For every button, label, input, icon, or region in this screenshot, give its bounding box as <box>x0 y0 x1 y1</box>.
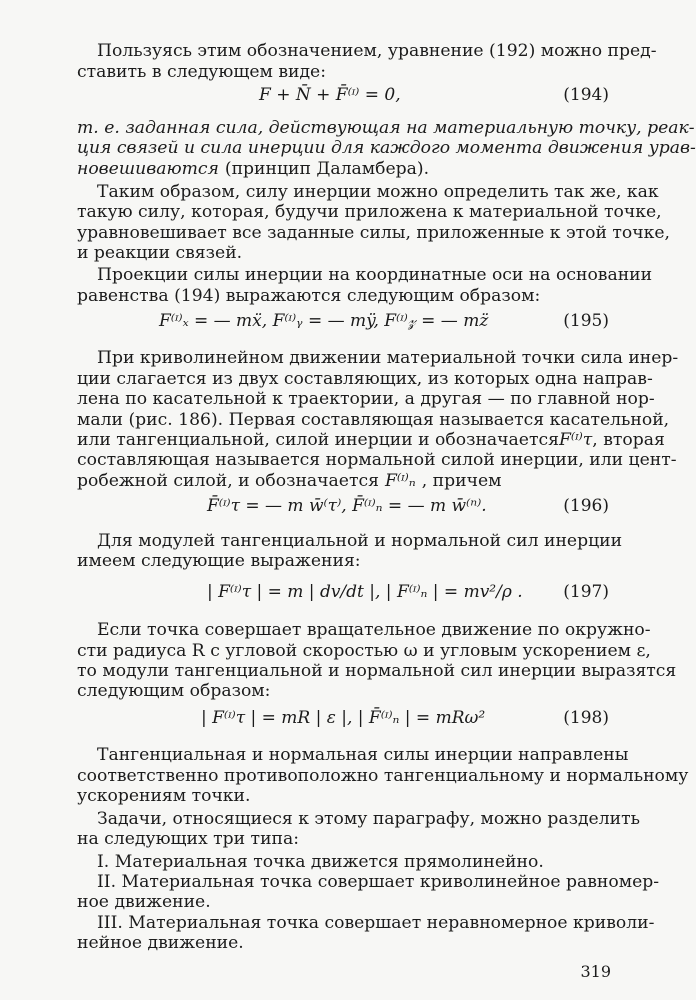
text-line <box>97 912 655 934</box>
text: или тангенциальной, силой инерции и обозначается <box>77 429 559 450</box>
formula: | F⁽ᶦ⁾τ | = mR | ε |, | F̄⁽ᶦ⁾ₙ | = mRω² <box>201 708 486 729</box>
text: сти радиуса R с угловой скоростью ω и угловым ускорением ε, <box>77 640 651 661</box>
text: нейное движение. <box>77 933 244 954</box>
text-line <box>77 785 609 807</box>
text: ставить в следующем виде: <box>77 61 327 82</box>
text-line <box>77 660 677 682</box>
inline-formula: F⁽ᶦ⁾ₙ <box>384 470 416 491</box>
text: соответственно противоположно тангенциальному и нормальному <box>77 765 689 786</box>
text: Для модулей тангенциальной и нормальной сил инерции <box>97 530 623 551</box>
text: имеем следующие выражения: <box>77 551 361 572</box>
text: такую силу, которая, будучи приложена к материальной точке, <box>77 202 662 223</box>
text: II. Материальная точка совершает криволинейное равномер- <box>97 872 660 892</box>
text-line <box>77 765 689 787</box>
text-line <box>77 388 655 410</box>
text-line <box>97 619 651 641</box>
text-line <box>77 932 609 954</box>
text-line <box>77 828 609 850</box>
text-line <box>77 137 696 159</box>
text: Проекции силы инерции на координатные оси на основании <box>97 265 653 286</box>
text-line <box>77 449 677 471</box>
text: При криволинейном движении материальной точки сила инер- <box>97 348 679 369</box>
inline-formula: F⁽ᶦ⁾τ <box>558 429 593 450</box>
equation-number: (195) <box>563 310 609 331</box>
text-line <box>97 871 660 893</box>
text-line <box>97 530 623 552</box>
formula: | F⁽ᶦ⁾τ | = m | dv/dt |, | F⁽ᶦ⁾ₙ | = mv²/ρ . <box>207 581 523 602</box>
equation-number: (196) <box>563 495 609 516</box>
text: новешиваются <box>77 158 219 179</box>
equation-number: (198) <box>563 708 609 729</box>
text-line <box>97 808 640 830</box>
text: ное движение. <box>77 892 211 913</box>
formula: F⁽ᶦ⁾ₓ = — mẍ, F⁽ᶦ⁾ᵧ = — mÿ, F⁽ᶦ⁾𝓏 = — mz̈ <box>159 310 489 331</box>
text-line <box>97 347 679 369</box>
page-number: 319 <box>580 962 611 981</box>
text: Таким образом, силу инерции можно определить так же, как <box>97 181 659 202</box>
text: Если точка совершает вращательное движение по окружно- <box>97 620 651 641</box>
text: мали (рис. 186). Первая составляющая называется касательной, <box>77 409 670 430</box>
equation-number: (194) <box>563 84 609 105</box>
text: Пользуясь этим обозначением, уравнение (192) можно пред- <box>97 41 657 62</box>
text-line <box>77 117 695 139</box>
text: уравновешивает все заданные силы, приложенные к этой точке, <box>77 222 671 243</box>
text: следующим образом: <box>77 681 271 702</box>
text: III. Материальная точка совершает неравномерное криволи- <box>97 912 655 933</box>
text: то модули тангенциальной и нормальной сил инерции выразятся <box>77 661 677 682</box>
text-line <box>77 222 671 244</box>
text-line <box>77 550 609 572</box>
text: , причем <box>421 470 502 491</box>
text: робежной силой, и обозначается <box>77 470 379 491</box>
text: ции слагается из двух составляющих, из которых одна направ- <box>77 368 653 389</box>
text-line <box>77 158 609 180</box>
text-line <box>97 264 653 286</box>
text: Задачи, относящиеся к этому параграфу, можно разделить <box>97 809 640 830</box>
text: на следующих три типа: <box>77 829 300 850</box>
text-line <box>97 40 657 62</box>
text-line <box>97 851 609 873</box>
text-line <box>77 640 651 662</box>
text-line <box>77 429 665 451</box>
text-line <box>77 470 609 492</box>
text: и реакции связей. <box>77 243 243 263</box>
text: составляющая называется нормальной силой инерции, или цент- <box>77 450 677 471</box>
text: лена по касательной к траектории, а другая — по главной нор- <box>77 389 655 410</box>
text-line <box>77 368 653 390</box>
text: (принцип Даламбера). <box>224 158 430 179</box>
text-line <box>77 61 609 83</box>
text-line <box>97 744 629 766</box>
text: , вторая <box>592 429 665 450</box>
text: ция связей и сила инерции для каждого момента движения урав- <box>77 138 696 159</box>
text: равенства (194) выражаются следующим образом: <box>77 285 541 306</box>
text-line <box>77 201 662 223</box>
text: I. Материальная точка движется прямолинейно. <box>97 851 544 872</box>
text-line <box>77 242 609 264</box>
equation-number: (197) <box>563 581 609 602</box>
text-line <box>77 409 670 431</box>
text-line <box>97 181 659 203</box>
text: ускорениям точки. <box>77 785 251 806</box>
text-line <box>77 285 609 307</box>
formula: F + N̄ + F̄⁽ᶦ⁾ = 0, <box>259 84 401 105</box>
formula: F̄⁽ᶦ⁾τ = — m w̄⁽τ⁾, F̄⁽ᶦ⁾ₙ = — m w̄⁽ⁿ⁾. <box>207 495 487 516</box>
text-line <box>77 680 609 702</box>
text: т. е. заданная сила, действующая на материальную точку, реак- <box>77 118 695 139</box>
text: Тангенциальная и нормальная силы инерции направлены <box>97 745 629 766</box>
text-line <box>77 891 609 913</box>
